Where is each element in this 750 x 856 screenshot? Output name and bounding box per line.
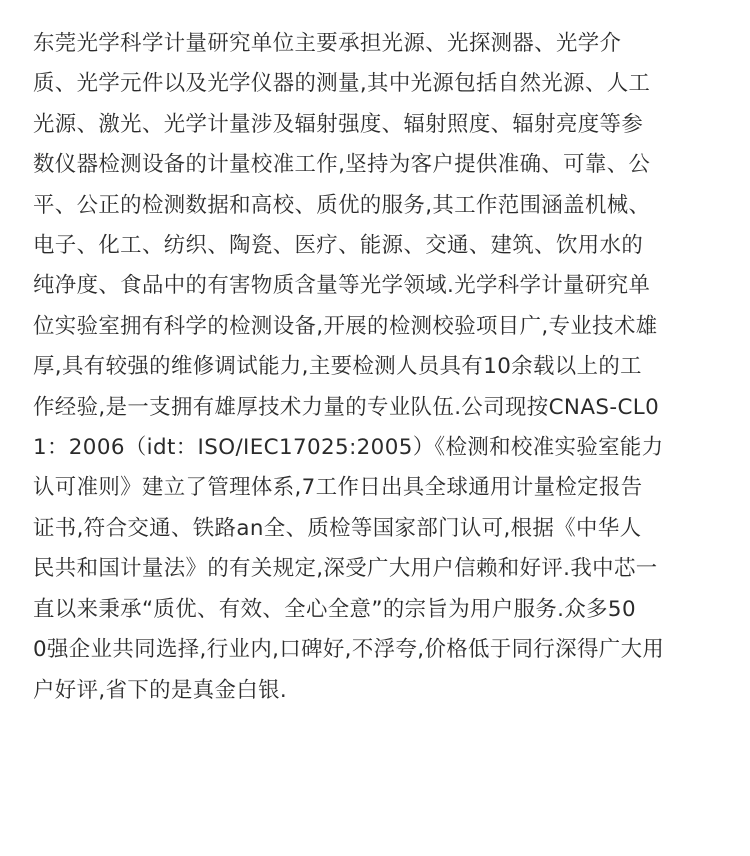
text-line: 作经验,是一支拥有雄厚技术力量的专业队伍.公司现按CNAS-CL0 bbox=[33, 394, 660, 420]
text-line: 电子、化工、纺织、陶瓷、医疗、能源、交通、建筑、饮用水的 bbox=[33, 233, 644, 259]
text-line: 厚,具有较强的维修调试能力,主要检测人员具有10余载以上的工 bbox=[33, 354, 642, 380]
text-line: 纯净度、食品中的有害物质含量等光学领域.光学科学计量研究单 bbox=[33, 273, 651, 299]
text-line: 平、公正的检测数据和高校、质优的服务,其工作范围涵盖机械、 bbox=[33, 192, 651, 218]
text-line: 光源、激光、光学计量涉及辐射强度、辐射照度、辐射亮度等参 bbox=[33, 111, 644, 137]
text-line: 位实验室拥有科学的检测设备,开展的检测校验项目广,专业技术雄 bbox=[33, 313, 658, 339]
text-line: 民共和国计量法》的有关规定,深受广大用户信赖和好评.我中芯一 bbox=[33, 556, 658, 582]
article-paragraph bbox=[33, 24, 723, 711]
text-line: 户好评,省下的是真金白银. bbox=[33, 677, 288, 703]
text-line: 1：2006（idt：ISO/IEC17025:2005）《检测和校准实验室能力 bbox=[33, 435, 664, 461]
text-line: 认可准则》建立了管理体系,7工作日出具全球通用计量检定报告 bbox=[33, 475, 643, 501]
text-line: 证书,符合交通、铁路an全、质检等国家部门认可,根据《中华人 bbox=[33, 515, 642, 541]
text-line: 直以来秉承“质优、有效、全心全意”的宗旨为用户服务.众多50 bbox=[33, 596, 636, 622]
text-line: 东莞光学科学计量研究单位主要承担光源、光探测器、光学介 bbox=[33, 31, 622, 56]
text-line: 数仪器检测设备的计量校准工作,坚持为客户提供准确、可靠、公 bbox=[33, 152, 651, 178]
text-line: 0强企业共同选择,行业内,口碑好,不浮夸,价格低于同行深得广大用 bbox=[33, 637, 665, 663]
text-line: 质、光学元件以及光学仪器的测量,其中光源包括自然光源、人工 bbox=[33, 71, 651, 97]
